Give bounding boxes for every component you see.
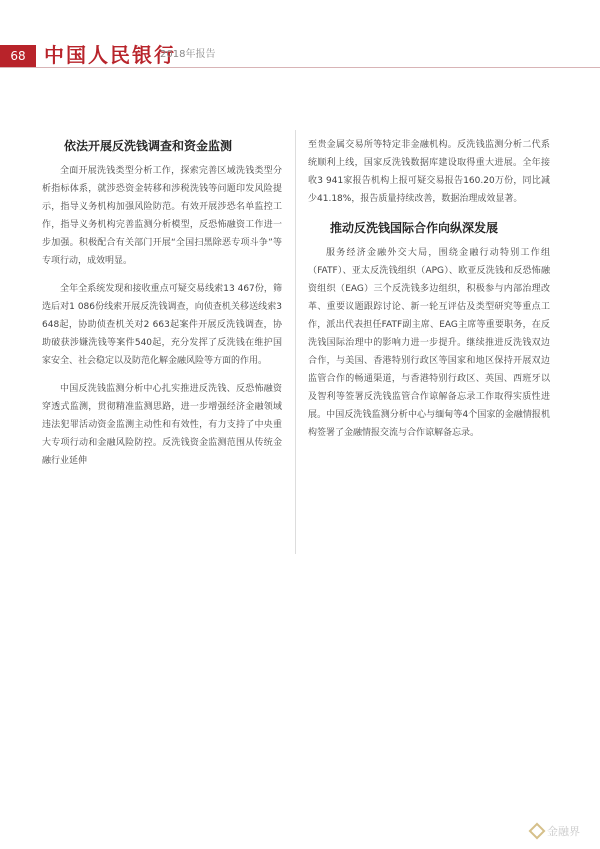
report-name: 2018年报告 <box>160 49 216 60</box>
watermark-logo-icon <box>529 823 546 840</box>
header-divider <box>0 67 600 68</box>
left-column <box>42 136 282 470</box>
bank-logo-text: 中国人民银行 <box>44 43 176 67</box>
column-divider <box>295 130 296 554</box>
right-paragraph-1: 服务经济金融外交大局，围绕金融行动特别工作组（FATF）、亚太反洗钱组织（APG）、欧亚反洗钱和反恐怖融资组织（EAG）三个反洗钱多边组织，积极参与内部治理改革、重要议题跟踪讨论、新一轮互评估及类型研究等重点工作，派出代表担任FATF副主席、EAG主席等重要职务，在反洗钱国际治理中的影响力进一步提升。继续推进反洗钱双边合作，与美国、香港特别行政区等国家和地区保持开展双边监管合作的畅通渠道，与香港特别行政区、英国、西班牙以及智利等签署反洗钱监管合作谅解备忘录工作取得实质性进展。中国反洗钱监测分析中心与缅甸等4个国家的金融情报机构签署了金融情报交流与合作谅解备忘录。 <box>308 248 550 438</box>
watermark <box>531 823 580 839</box>
page-header <box>0 0 600 70</box>
section-heading-investigation: 依法开展反洗钱调查和资金监测 <box>64 139 233 153</box>
watermark-text: 金融界 <box>547 825 580 838</box>
left-paragraph-3: 中国反洗钱监测分析中心扎实推进反洗钱、反恐怖融资穿透式监测，贯彻精准监测思路，进一步增强经济金融领域违法犯罪活动资金监测主动性和有效性，有力支持了中央重大专项行动和金融风险防控。反洗钱资金监测范围从传统金融行业延伸 <box>42 384 282 466</box>
page-number: 68 <box>0 45 36 67</box>
right-intro-paragraph: 至贵金属交易所等特定非金融机构。反洗钱监测分析二代系统顺利上线，国家反洗钱数据库建设取得重大进展。全年接收3 941家报告机构上报可疑交易报告160.20万份，同比减少41.18%，报告质量持续改善，数据治理成效显著。 <box>308 140 550 204</box>
left-paragraph-2: 全年全系统发现和接收重点可疑交易线索13 467份，筛选后对1 086份线索开展反洗钱调查，向侦查机关移送线索3 648起，协助侦查机关对2 663起案件开展反洗钱调查，协助破获涉嫌洗钱等案件540起，充分发挥了反洗钱在维护国家安全、社会稳定以及防范化解金融风险等方面的作用。 <box>42 284 282 366</box>
right-column <box>308 136 550 442</box>
section-heading-international: 推动反洗钱国际合作向纵深发展 <box>330 221 499 235</box>
left-paragraph-1: 全面开展洗钱类型分析工作，探索完善区域洗钱类型分析指标体系，就涉恐资金转移和涉税洗钱等问题印发风险提示，指导义务机构加强风险防范。有效开展涉恐名单监控工作，指导义务机构完善监测分析模型，反恐怖融资工作进一步加强。积极配合有关部门开展“全国扫黑除恶专项斗争”等专项行动，成效明显。 <box>42 166 282 266</box>
